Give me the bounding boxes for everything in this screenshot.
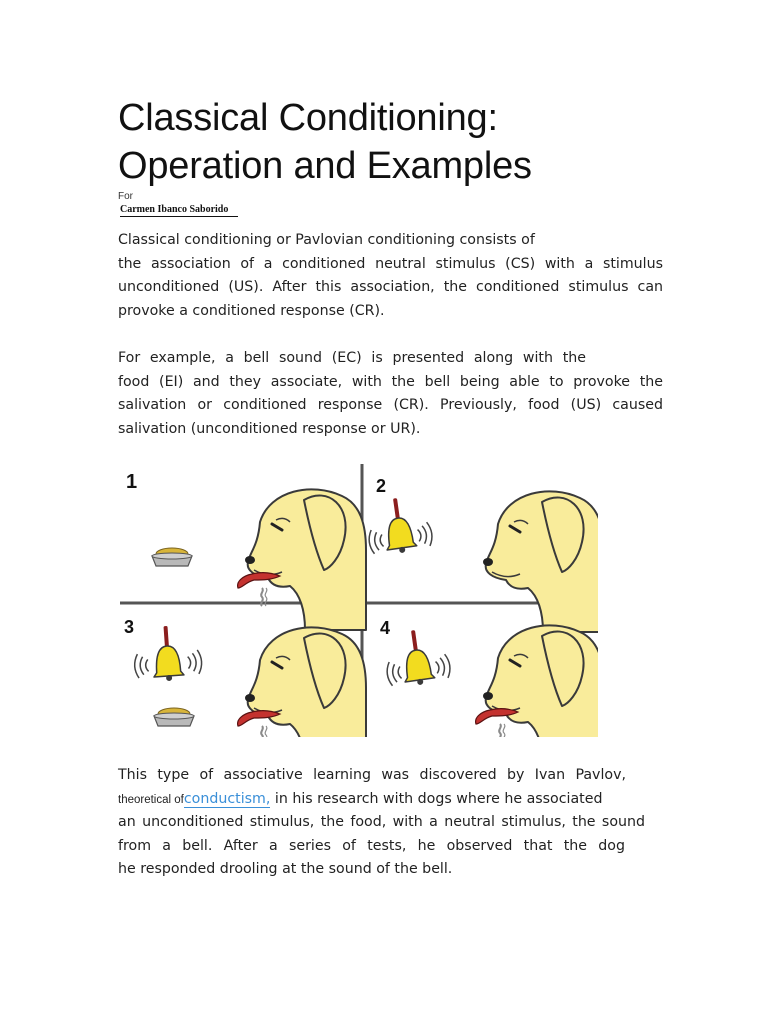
dog-icon [238, 489, 366, 630]
food-bowl-icon [154, 708, 194, 726]
ringing-bell-icon [132, 624, 203, 684]
paragraph-3-line: from a bell. After a series of tests, he observed that the dog [118, 837, 625, 854]
paragraph-3-line: This type of associative learning was discovered by Ivan Pavlov, [118, 767, 626, 783]
dog-icon [476, 625, 598, 737]
paragraph-1 [118, 229, 663, 323]
paragraph-1-line: provoke a conditioned response (CR). [118, 302, 385, 319]
document-title [118, 94, 663, 190]
paragraph-3 [118, 764, 663, 882]
title-line-1: Classical Conditioning: [118, 97, 498, 139]
paragraph-3-line: he responded drooling at the sound of the bell. [118, 861, 453, 878]
paragraph-2 [118, 347, 663, 441]
panel-label-4: 4 [380, 618, 391, 638]
link-comma: , [265, 790, 271, 807]
paragraph-1-line: unconditioned (US). After this association, the conditioned stimulus can [118, 279, 663, 296]
paragraph-1-line: Classical conditioning or Pavlovian conditioning consists of [118, 232, 535, 248]
pavlov-conditioning-illustration [118, 462, 598, 737]
title-line-2: Operation and Examples [118, 145, 532, 187]
paragraph-2-line: For example, a bell sound (EC) is presented along with the [118, 350, 586, 366]
conductism-link[interactable]: conductism [183, 790, 266, 807]
paragraph-3-line-rest: in his research with dogs where he associated [270, 790, 603, 807]
paragraph-2-line: food (EI) and they associate, with the bell being able to provoke the [118, 373, 663, 390]
paragraph-3-line: an unconditioned stimulus, the food, with a neutral stimulus, the sound [118, 814, 645, 831]
panel-label-1: 1 [126, 471, 138, 493]
paragraph-3-line [118, 788, 663, 812]
paragraph-2-line: salivation or conditioned response (CR). Previously, food (US) caused [118, 397, 663, 414]
paragraph-1-line: the association of a conditioned neutral stimulus (CS) with a stimulus [118, 255, 663, 272]
food-bowl-icon [152, 548, 192, 566]
panel-label-3: 3 [124, 617, 135, 637]
panel-label-2: 2 [376, 476, 387, 496]
ringing-bell-icon [382, 626, 452, 689]
theoretical-of-text: theoretical of [118, 793, 184, 806]
author-name: Carmen Ibanco Saborido [120, 204, 238, 217]
ringing-bell-icon [364, 494, 434, 557]
by-label: For [118, 191, 133, 202]
dog-icon [238, 627, 366, 737]
paragraph-2-line: salivation (unconditioned response or UR). [118, 420, 421, 437]
dog-icon [483, 491, 598, 632]
